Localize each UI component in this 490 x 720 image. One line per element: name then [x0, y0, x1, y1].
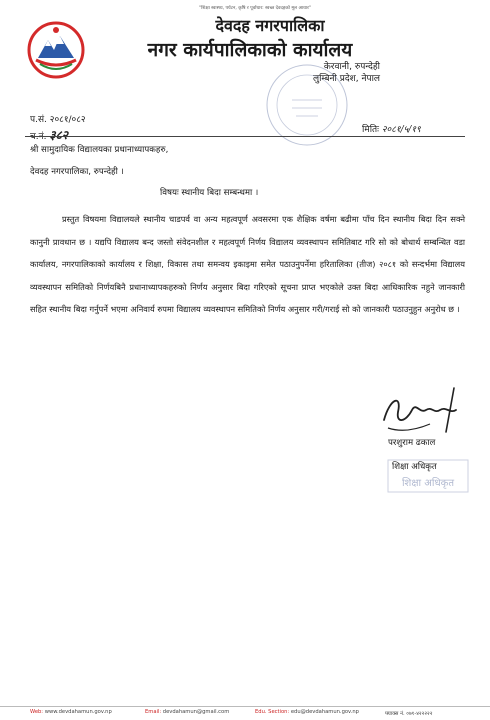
body-paragraph: प्रस्तुत विषयमा विद्यालयले स्थानीय चाडपर्व वा अन्य महत्वपूर्ण अवसरमा एक शैक्षिक वर्षमा बढीमा पाँच दिन स्थानीय बिदा दिन सक्ने कानुनी प्रावधान छ । यद्यपि विद्यालय बन्द जस्तो संवेदनशील र महत्वपूर्ण निर्णय विद्यालय व्यवस्थापन समितिबाट गरि सो को बोधार्थ सम्बन्धित वडा कार्यालय, नगरपालिकाको कार्यालय र शिक्षा, विकास तथा समन्वय इकाइमा समेत पठाउनुपर्नेमा हरितालिका (तीज) २०८१ को सन्दर्भमा विद्यालय व्यवस्थापन समितिको निर्णयबिनै प्रधानाध्यापकहरुको निर्णय अनुसार बिदा गरिएको सूचना प्राप्त भएकोले उक्त बिदा आधिकारिक नहुने जानकारी सहित स्थानीय बिदा गर्नुपर्ने भएमा अनिवार्य रुपमा विद्यालय व्यवस्थापन समितिको निर्णय अनुसार गरी/गराई सो को जानकारी पठाउनुहुन अनुरोध छ ।: [30, 214, 465, 314]
fiscal-year-ref: [30, 112, 86, 125]
dispatch-number-ref: [30, 126, 68, 143]
footer-edu-section[interactable]: [255, 709, 359, 715]
handwritten-signature-icon: [376, 380, 472, 440]
signatory-name: परशुराम ढकाल: [388, 438, 436, 448]
letter-subject: विषयः स्थानीय बिदा सम्बन्धमा ।: [160, 188, 259, 198]
municipality-name: देवदह नगरपालिका: [215, 16, 325, 35]
footer-divider: [0, 706, 490, 707]
footer-section-value: edu@devdahamun.gov.np: [290, 709, 359, 715]
dispatch-label: च.नं.: [30, 132, 47, 142]
footer-email[interactable]: [145, 709, 229, 715]
office-name: नगर कार्यपालिकाको कार्यालय: [147, 39, 353, 61]
date-value: २०८१/५/१९: [381, 125, 421, 135]
footer-fax: फ्याक्स नं. ०७१-४२२२२२: [385, 711, 433, 717]
footer-section-label: Edu. Section:: [255, 709, 290, 715]
letter-date: [362, 122, 421, 135]
addressee-line-1: श्री सामुदायिक विद्यालयका प्रधानाध्यापकहरु,: [30, 145, 169, 155]
office-location: केरवानी, रुपन्देही: [323, 62, 380, 72]
letter-body: [30, 208, 465, 321]
footer-website[interactable]: [30, 709, 112, 715]
office-province: लुम्बिनी प्रदेश, नेपाल: [313, 74, 380, 84]
dispatch-number: ३८२: [49, 128, 69, 142]
date-label: मितिः: [362, 125, 379, 135]
footer-email-value: devdahamun@gmail.com: [162, 709, 230, 715]
signatory-designation: शिक्षा अधिकृत: [392, 462, 437, 472]
header-divider: [25, 136, 465, 137]
municipal-tagline: "शिक्षा स्वास्थ्य, पर्यटन, कृषि र पूर्वाधार: स्वच्छ देवदहको मूल आधार": [199, 6, 311, 11]
footer-email-label: Email:: [145, 709, 162, 715]
fiscal-year-value: २०८१/०८२: [49, 115, 86, 125]
nepal-emblem-icon: [26, 20, 86, 80]
svg-text:शिक्षा अधिकृत: शिक्षा अधिकृत: [401, 478, 455, 489]
footer-web-value: www.devdahamun.gov.np: [44, 709, 112, 715]
addressee-line-2: देवदह नगरपालिका, रुपन्देही ।: [30, 167, 124, 177]
fiscal-year-label: प.सं.: [30, 115, 47, 125]
designation-stamp-icon: [386, 456, 470, 496]
footer-web-label: Web:: [30, 709, 44, 715]
